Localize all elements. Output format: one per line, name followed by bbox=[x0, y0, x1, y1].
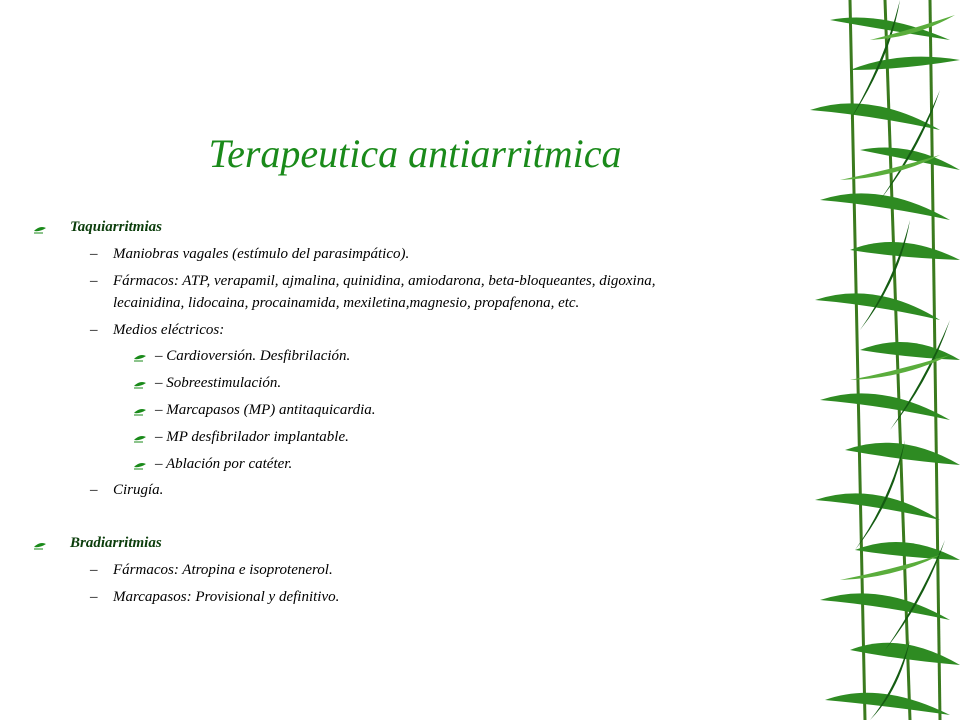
dash-bullet: – bbox=[90, 246, 98, 262]
dash-bullet: – bbox=[90, 589, 98, 605]
sub-list-item: – Ablación por catéter. bbox=[155, 456, 293, 472]
sub-list-item: – Cardioversión. Desfibrilación. bbox=[155, 348, 351, 364]
section-heading-taquiarritmias: Taquiarritmias bbox=[70, 219, 162, 235]
bamboo-leaf-bullet-icon bbox=[133, 407, 147, 417]
bamboo-leaf-bullet-icon bbox=[33, 541, 47, 551]
sub-list-item: – MP desfibrilador implantable. bbox=[155, 429, 349, 445]
bamboo-leaf-bullet-icon bbox=[133, 434, 147, 444]
sub-list-item: – Marcapasos (MP) antitaquicardia. bbox=[155, 402, 376, 418]
list-item: Fármacos: ATP, verapamil, ajmalina, quinidina, amiodarona, beta-bloqueantes, digoxina, bbox=[113, 273, 656, 289]
list-item-continuation: lecainidina, lidocaina, procainamida, mexiletina,magnesio, propafenona, etc. bbox=[113, 295, 580, 311]
bamboo-leaf-bullet-icon bbox=[133, 461, 147, 471]
slide-title: Terapeutica antiarritmica bbox=[208, 131, 622, 176]
bamboo-leaf-bullet-icon bbox=[33, 225, 47, 235]
dash-bullet: – bbox=[90, 482, 98, 498]
section-heading-bradiarritmias: Bradiarritmias bbox=[70, 535, 162, 551]
list-item: Marcapasos: Provisional y definitivo. bbox=[113, 589, 340, 605]
dash-bullet: – bbox=[90, 562, 98, 578]
dash-bullet: – bbox=[90, 322, 98, 338]
list-item: Cirugía. bbox=[113, 482, 164, 498]
dash-bullet: – bbox=[90, 273, 98, 289]
list-item: Fármacos: Atropina e isoprotenerol. bbox=[113, 562, 333, 578]
bamboo-leaf-bullet-icon bbox=[133, 380, 147, 390]
sub-list-item: – Sobreestimulación. bbox=[155, 375, 282, 391]
list-item: Maniobras vagales (estímulo del parasimpático). bbox=[113, 246, 410, 262]
bamboo-leaf-bullet-icon bbox=[133, 353, 147, 363]
list-item: Medios eléctricos: bbox=[113, 322, 225, 338]
